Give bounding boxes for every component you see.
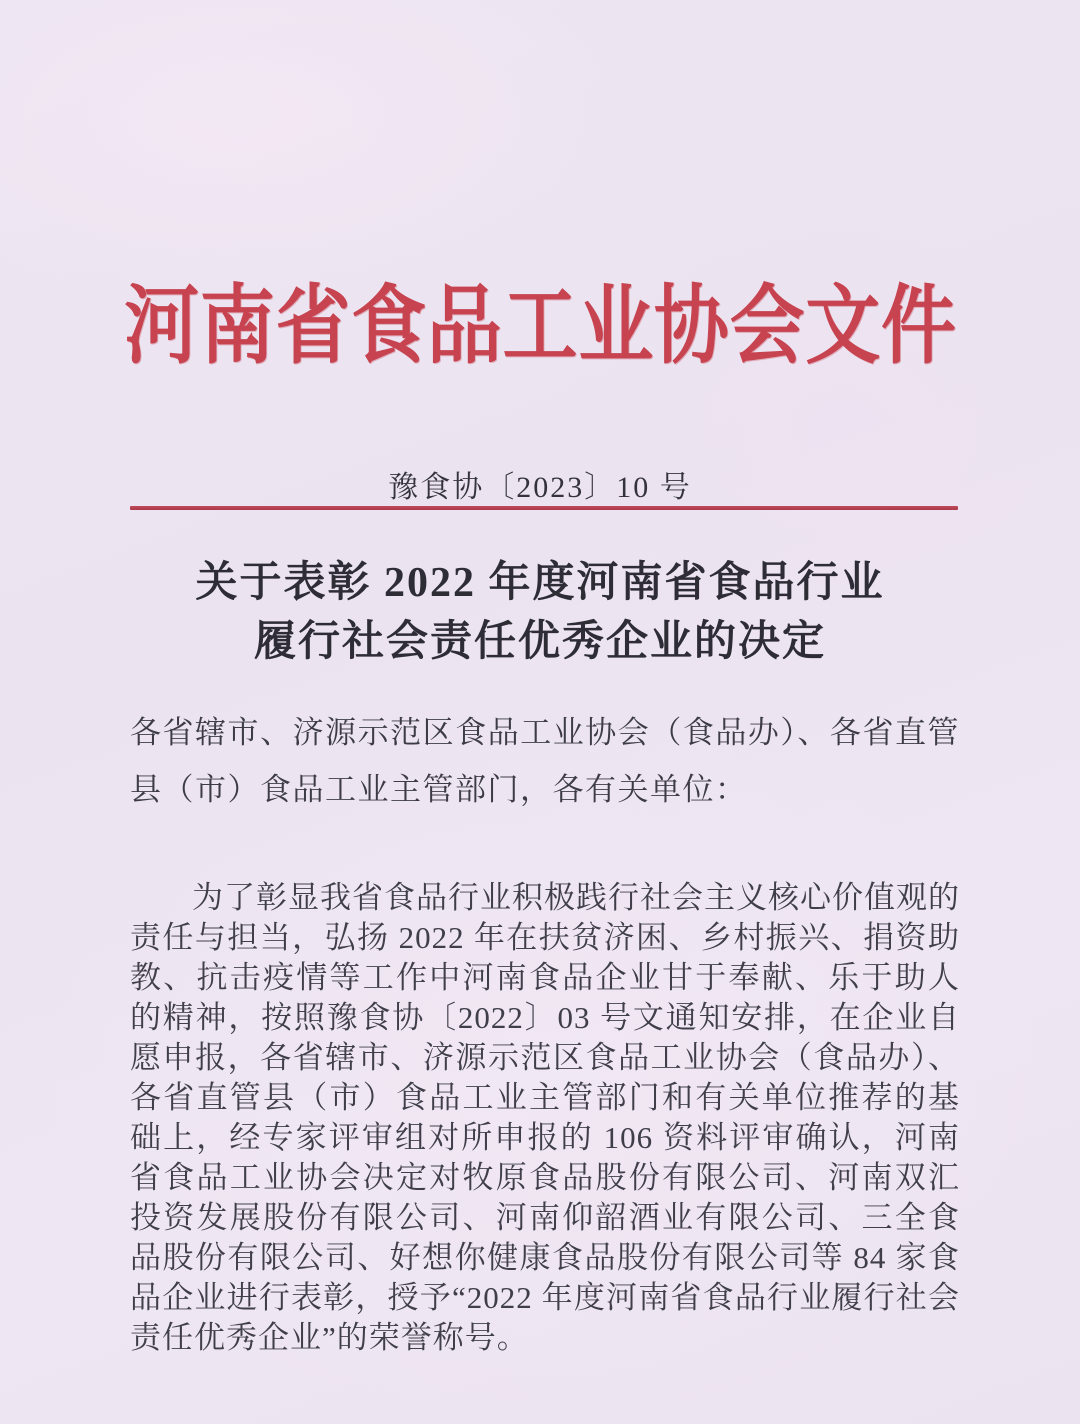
document-title-line1: 关于表彰 2022 年度河南省食品行业 xyxy=(195,560,885,606)
addressee-block: 各省辖市、济源示范区食品工业协会（食品办）、各省直管县（市）食品工业主管部门，各有关单位： xyxy=(130,715,960,807)
body-paragraph-block xyxy=(130,878,960,1358)
org-header-title-text: 河南省食品工业协会文件 xyxy=(123,278,957,374)
document-title xyxy=(0,554,1080,672)
red-divider-rule xyxy=(130,506,958,510)
body-paragraph: 为了彰显我省食品行业积极践行社会主义核心价值观的责任与担当，弘扬 2022 年在扶贫济困、乡村振兴、捐资助教、抗击疫情等工作中河南食品企业甘于奉献、乐于助人的精神，按照豫食协〔2022〕03 号文通知安排，在企业自愿申报，各省辖市、济源示范区食品工业协会（食品办）、各省直管县（市）食品工业主管部门和有关单位推荐的基础上，经专家评审组对所申报的 106 资料评审确认，河南省食品工业协会决定对牧原食品股份有限公司、河南双汇投资发展股份有限公司、河南仰韶酒业有限公司、三全食品股份有限公司、好想你健康食品股份有限公司等 84 家食品企业进行表彰，授予“2022 年度河南省食品行业履行社会责任优秀企业”的荣誉称号。 xyxy=(130,880,960,1355)
document-number: 豫食协〔2023〕10 号 xyxy=(388,471,692,504)
document-title-line2: 履行社会责任优秀企业的决定 xyxy=(253,619,826,665)
org-header-title xyxy=(0,256,1080,380)
